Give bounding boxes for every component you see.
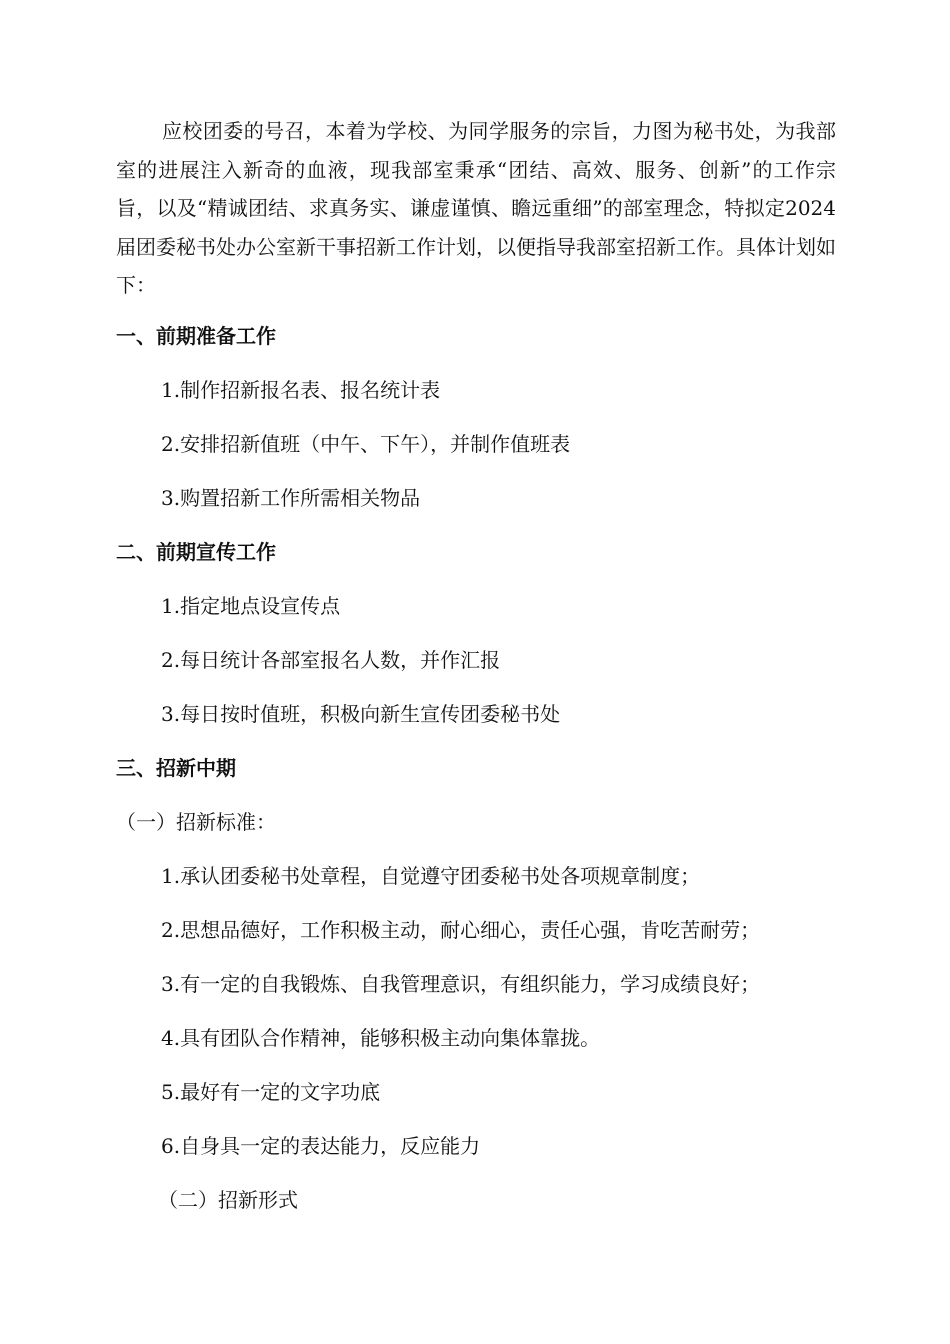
section-heading-recruitment: 三、招新中期 [116, 756, 236, 780]
list-item: 3.每日按时值班，积极向新生宣传团委秘书处 [161, 702, 561, 726]
list-item: 2.安排招新值班（中午、下午），并制作值班表 [161, 432, 571, 456]
list-item: 2.思想品德好，工作积极主动，耐心细心，责任心强，肯吃苦耐劳； [161, 918, 761, 942]
list-item: 5.最好有一定的文字功底 [161, 1080, 381, 1104]
list-item: 1.承认团委秘书处章程，自觉遵守团委秘书处各项规章制度； [161, 864, 701, 888]
list-item: 3.有一定的自我锻炼、自我管理意识，有组织能力，学习成绩良好； [161, 972, 761, 996]
subsection-heading-standards: （一）招新标准： [116, 810, 276, 834]
list-item: 4.具有团队合作精神，能够积极主动向集体靠拢。 [161, 1026, 601, 1050]
intro-paragraph: 应校团委的号召，本着为学校、为同学服务的宗旨，力图为秘书处，为我部室的进展注入新奇的血液，现我部室秉承“团结、高效、服务、创新”的工作宗旨，以及“精诚团结、求真务实、谦虚谨慎、瞻远重细”的部室理念，特拟定2024届团委秘书处办公室新干事招新工作计划，以便指导我部室招新工作。具体计划如下： [116, 119, 836, 298]
section-heading-publicity: 二、前期宣传工作 [116, 540, 276, 564]
section-heading-preparation: 一、前期准备工作 [116, 324, 276, 348]
list-item: 1.指定地点设宣传点 [161, 594, 341, 618]
list-item: 3.购置招新工作所需相关物品 [161, 486, 421, 510]
list-item: 6.自身具一定的表达能力，反应能力 [161, 1134, 481, 1158]
list-item: 2.每日统计各部室报名人数，并作汇报 [161, 648, 501, 672]
list-item: 1.制作招新报名表、报名统计表 [161, 378, 441, 402]
subsection-heading-format: （二）招新形式 [158, 1188, 298, 1212]
